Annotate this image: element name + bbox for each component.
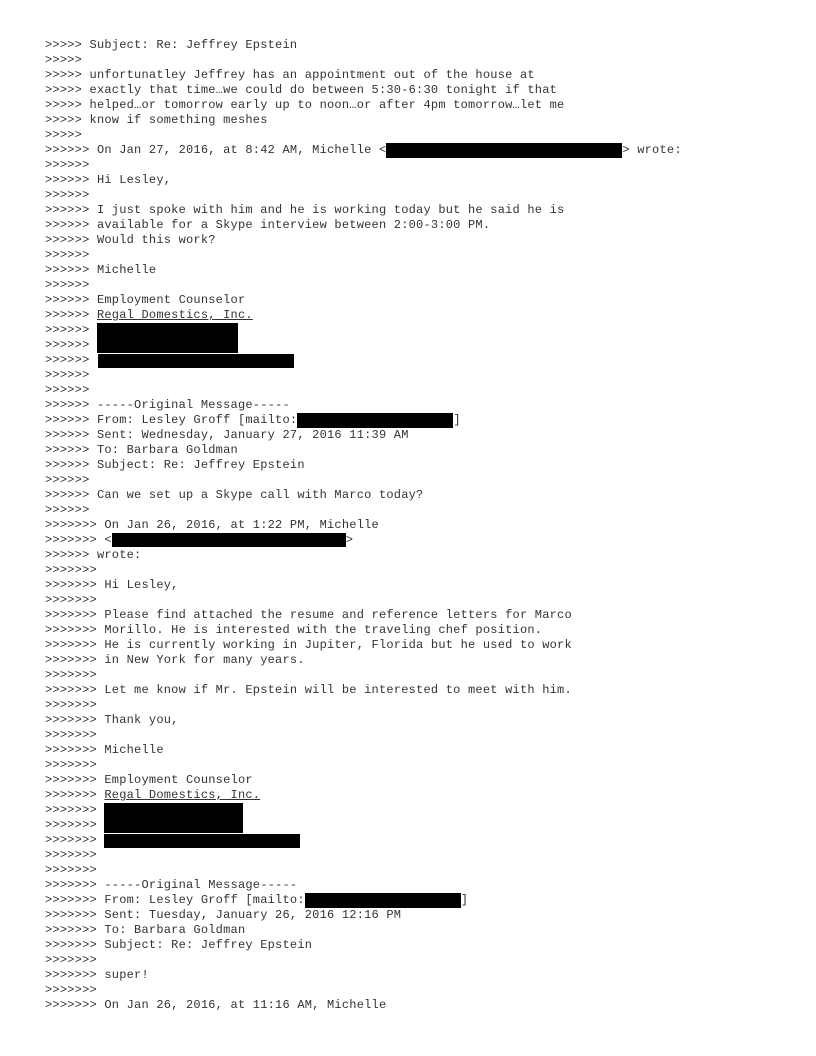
redaction-bar xyxy=(297,413,453,428)
email-line: >>>>>> xyxy=(45,383,90,397)
email-line: >>>>>> wrote: xyxy=(45,548,142,562)
email-line: >>>>>> xyxy=(45,473,90,487)
email-line: >>>>>>> xyxy=(45,953,97,967)
email-line: >>>>>> To: Barbara Goldman xyxy=(45,443,238,457)
email-line: >>>>>>> xyxy=(45,983,97,997)
email-line xyxy=(45,323,785,338)
company-name: Regal Domestics, Inc. xyxy=(104,788,261,802)
redaction-bar xyxy=(112,533,346,547)
email-line: >>>>>>> xyxy=(45,848,97,862)
line-text: >>>>>> xyxy=(45,308,97,322)
email-line xyxy=(45,143,785,158)
email-line: >>>>>>> xyxy=(45,728,97,742)
email-line: >>>>>>> Employment Counselor xyxy=(45,773,253,787)
email-line: >>>>>> Would this work? xyxy=(45,233,216,247)
email-line: >>>>>>> xyxy=(45,668,97,682)
line-text: >>>>>>> xyxy=(45,788,105,802)
email-line: >>>>>> xyxy=(45,248,90,262)
email-line: >>>>>> available for a Skype interview between 2:00-3:00 PM. xyxy=(45,218,491,232)
email-line xyxy=(45,893,785,908)
email-line: >>>>>> Subject: Re: Jeffrey Epstein xyxy=(45,458,305,472)
email-line: >>>>>>> super! xyxy=(45,968,149,982)
email-line: >>>>>> Can we set up a Skype call with Marco today? xyxy=(45,488,424,502)
email-line: >>>>>>> On Jan 26, 2016, at 11:16 AM, Michelle xyxy=(45,998,387,1012)
email-line: >>>>> xyxy=(45,53,83,67)
email-line: >>>>>>> xyxy=(45,563,97,577)
email-line: >>>>>> xyxy=(45,188,90,202)
email-line: >>>>>>> To: Barbara Goldman xyxy=(45,923,246,937)
email-line: >>>>>>> Hi Lesley, xyxy=(45,578,179,592)
email-line: >>>>> Subject: Re: Jeffrey Epstein xyxy=(45,38,298,52)
company-name: Regal Domestics, Inc. xyxy=(96,308,253,322)
redaction-bar xyxy=(104,834,300,848)
email-line xyxy=(45,353,785,368)
line-text: ] xyxy=(453,413,461,427)
email-line: >>>>>> xyxy=(45,503,90,517)
line-text: >>>>>> xyxy=(45,353,97,367)
email-line: >>>>>> Employment Counselor xyxy=(45,293,246,307)
email-line: >>>>>> xyxy=(45,158,90,172)
email-line: >>>>>>> Morillo. He is interested with the traveling chef position. xyxy=(45,623,543,637)
line-text: >>>>>>> xyxy=(45,818,105,832)
redaction-bar xyxy=(104,818,243,833)
line-text: >>>>>>> < xyxy=(45,533,112,547)
email-line xyxy=(45,413,785,428)
email-line xyxy=(45,803,785,818)
email-line: >>>>>> Hi Lesley, xyxy=(45,173,172,187)
email-line: >>>>>>> Please find attached the resume and reference letters for Marco xyxy=(45,608,572,622)
email-line: >>>>>>> Michelle xyxy=(45,743,164,757)
line-text: > xyxy=(345,533,354,547)
email-line xyxy=(45,533,785,548)
email-line: >>>>> helped…or tomorrow early up to noon…or after 4pm tomorrow…let me xyxy=(45,98,565,112)
line-text: >>>>>>> xyxy=(45,803,105,817)
email-thread-document xyxy=(45,38,785,1013)
email-line: >>>>>>> Let me know if Mr. Epstein will be interested to meet with him. xyxy=(45,683,572,697)
email-line: >>>>>> -----Original Message----- xyxy=(45,398,290,412)
email-line xyxy=(45,818,785,833)
email-line xyxy=(45,338,785,353)
email-line: >>>>>>> xyxy=(45,698,97,712)
email-line: >>>>>>> Sent: Tuesday, January 26, 2016 12:16 PM xyxy=(45,908,402,922)
email-line: >>>>>>> xyxy=(45,758,97,772)
line-text: >>>>>> On Jan 27, 2016, at 8:42 AM, Michelle < xyxy=(45,143,387,157)
line-text: >>>>>>> xyxy=(45,833,105,847)
email-line: >>>>>>> Subject: Re: Jeffrey Epstein xyxy=(45,938,313,952)
email-line xyxy=(45,833,785,848)
line-text: >>>>>> xyxy=(45,323,97,337)
email-line: >>>>>> I just spoke with him and he is working today but he said he is xyxy=(45,203,565,217)
redaction-bar xyxy=(97,323,238,338)
redaction-bar xyxy=(97,338,238,353)
email-line: >>>>>> xyxy=(45,278,90,292)
email-line: >>>>>>> He is currently working in Jupiter, Florida but he used to work xyxy=(45,638,572,652)
redaction-bar xyxy=(305,893,461,908)
email-line: >>>>> exactly that time…we could do between 5:30-6:30 tonight if that xyxy=(45,83,558,97)
email-line: >>>>>>> -----Original Message----- xyxy=(45,878,298,892)
email-line: >>>>>> Michelle xyxy=(45,263,157,277)
email-line: >>>>>> Sent: Wednesday, January 27, 2016 11:39 AM xyxy=(45,428,409,442)
line-text: >>>>>>> From: Lesley Groff [mailto: xyxy=(45,893,305,907)
email-line: >>>>>>> Thank you, xyxy=(45,713,179,727)
line-text: ] xyxy=(460,893,469,907)
redaction-bar xyxy=(386,143,622,158)
email-line: >>>>> xyxy=(45,128,83,142)
redaction-bar xyxy=(98,354,294,368)
redaction-bar xyxy=(104,803,243,818)
line-text: >>>>>> From: Lesley Groff [mailto: xyxy=(45,413,298,427)
email-line: >>>>>> xyxy=(45,368,90,382)
email-line: >>>>>>> in New York for many years. xyxy=(45,653,305,667)
email-line: >>>>> know if something meshes xyxy=(45,113,268,127)
email-line xyxy=(45,788,785,803)
email-line xyxy=(45,308,785,323)
email-line: >>>>>>> xyxy=(45,863,97,877)
email-line: >>>>>>> xyxy=(45,593,97,607)
line-text: > wrote: xyxy=(622,143,682,157)
email-line: >>>>>>> On Jan 26, 2016, at 1:22 PM, Michelle xyxy=(45,518,379,532)
email-line: >>>>> unfortunatley Jeffrey has an appointment out of the house at xyxy=(45,68,535,82)
line-text: >>>>>> xyxy=(45,338,97,352)
